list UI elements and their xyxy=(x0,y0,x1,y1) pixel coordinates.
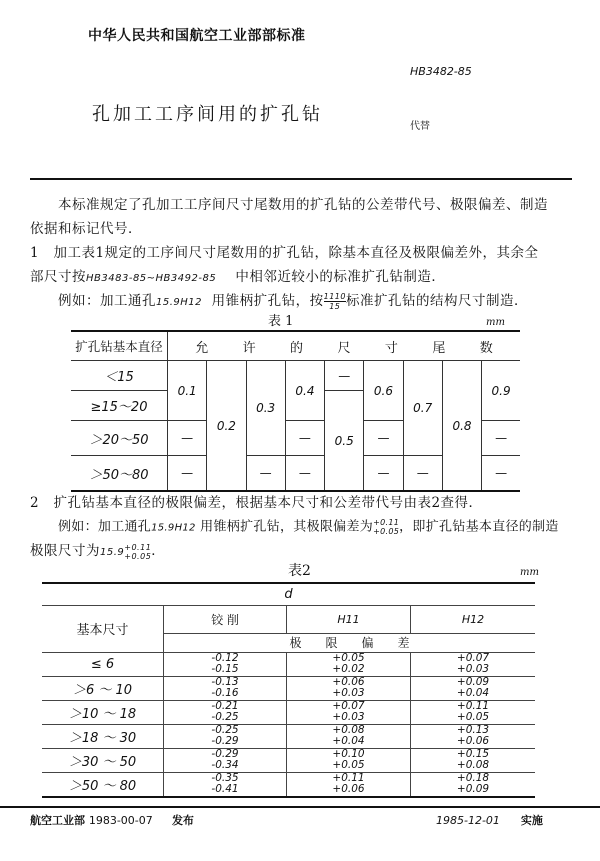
text: 极限尺寸为 xyxy=(30,543,100,559)
text: 用锥柄扩孔钻，按 xyxy=(211,293,324,309)
upper-deviation: +0.11 xyxy=(373,518,400,527)
section-2-line-3 xyxy=(30,542,165,562)
h11-deviation xyxy=(287,652,411,676)
table-2 xyxy=(42,582,535,798)
upper-deviation: -0.25 xyxy=(211,723,239,736)
dash-cell: — xyxy=(364,421,403,456)
header-char: 许 xyxy=(242,340,256,356)
h12-deviation xyxy=(411,724,536,748)
lower-deviation: +0.04 xyxy=(332,735,365,747)
lower-deviation: +0.03 xyxy=(332,711,365,723)
value-cell: 0.5 xyxy=(325,391,364,492)
lower-deviation: -0.15 xyxy=(211,663,239,675)
upper-deviation: +0.08 xyxy=(332,723,365,736)
upper-deviation: -0.12 xyxy=(211,651,239,664)
h11-deviation xyxy=(287,700,411,724)
row-label: ＜15 xyxy=(71,361,168,391)
header-char: 允 xyxy=(195,340,209,356)
hole-spec: 15.9H12 xyxy=(156,297,203,308)
text: 部尺寸按 xyxy=(30,269,86,285)
text: ，即扩孔钻基本直径的制造 xyxy=(399,519,559,535)
value-cell: 0.7 xyxy=(403,361,442,456)
lower-deviation: +0.02 xyxy=(332,663,365,675)
lower-deviation: +0.05 xyxy=(124,551,152,561)
effective-label: 实施 xyxy=(520,814,543,827)
text: 中相邻近较小的标准扩孔钻制造． xyxy=(235,269,446,285)
ream-deviation xyxy=(164,772,287,797)
row-label: ＞50～80 xyxy=(71,456,168,492)
column-header-h11: H11 xyxy=(287,605,411,633)
dash-cell: — xyxy=(168,421,207,456)
section-text: 加工表1规定的工序间尺寸尾数用的扩孔钻，除基本直径及极限偏差外，其余全 xyxy=(53,245,539,261)
section-number: 2 xyxy=(30,495,40,511)
ream-deviation xyxy=(164,724,287,748)
fraction-top: 1110 xyxy=(323,292,346,301)
dash-cell: — xyxy=(364,456,403,492)
basic-size: ≤ 6 xyxy=(42,652,164,676)
limit-deviation-header: 极 限 偏 差 xyxy=(164,633,536,652)
table-row xyxy=(42,700,535,724)
issuing-organization: 中华人民共和国航空工业部部标准 xyxy=(88,28,306,44)
issue-info xyxy=(30,812,194,828)
upper-deviation: +0.07 xyxy=(456,651,490,664)
header-char: 尺 xyxy=(337,340,351,356)
table-row xyxy=(42,676,535,700)
table-2-unit: mm xyxy=(520,567,539,578)
lower-deviation: +0.06 xyxy=(332,783,365,795)
replaces-label: 代替 xyxy=(410,121,430,132)
allowed-size-tail-header xyxy=(168,331,521,361)
dash-cell: — xyxy=(246,456,285,492)
h12-deviation xyxy=(411,700,536,724)
basic-size: ＞18 ～ 30 xyxy=(42,724,164,748)
dash-cell: — xyxy=(482,456,520,492)
lower-deviation: +0.03 xyxy=(456,663,490,675)
deviation-stack xyxy=(373,518,399,536)
basic-size: ＞6 ～ 10 xyxy=(42,676,164,700)
basic-size: ＞30 ～ 50 xyxy=(42,748,164,772)
section-2-example xyxy=(58,518,559,538)
effective-date: 1985-12-01 xyxy=(436,814,500,827)
h11-deviation xyxy=(287,748,411,772)
section-text: 扩孔钻基本直径的极限偏差，根据基本尺寸和公差带代号由表2查得． xyxy=(53,495,483,511)
lower-deviation: +0.09 xyxy=(456,783,490,795)
upper-deviation: +0.06 xyxy=(332,675,365,688)
h11-deviation xyxy=(287,724,411,748)
basic-size: ＞50 ～ 80 xyxy=(42,772,164,797)
table-1-caption: 表 1 xyxy=(268,314,294,329)
h12-deviation xyxy=(411,676,536,700)
lower-deviation: -0.25 xyxy=(211,711,239,723)
fraction xyxy=(324,292,346,311)
fraction-bottom: 15 xyxy=(329,302,341,311)
ream-deviation xyxy=(164,748,287,772)
upper-deviation: +0.10 xyxy=(332,747,365,760)
standard-reference: HB3483-85~HB3492-85 xyxy=(86,273,217,284)
lower-deviation: -0.16 xyxy=(211,687,239,699)
dash-cell: — xyxy=(325,361,364,391)
lower-deviation: -0.34 xyxy=(211,759,239,771)
basic-size: ＞10 ～ 18 xyxy=(42,700,164,724)
dash-cell: — xyxy=(168,456,207,492)
h11-deviation xyxy=(287,772,411,797)
section-number: 1 xyxy=(30,245,40,261)
value-cell: 0.2 xyxy=(207,361,246,492)
upper-deviation: +0.05 xyxy=(332,651,365,664)
lower-deviation: +0.04 xyxy=(456,687,490,699)
text: ． xyxy=(151,543,166,559)
header-char: 的 xyxy=(290,340,304,356)
lower-deviation: +0.06 xyxy=(456,735,490,747)
section-1-line-1 xyxy=(30,244,539,262)
upper-deviation: +0.18 xyxy=(456,771,490,784)
text: 标准扩孔钻的结构尺寸制造． xyxy=(345,293,528,309)
table-1-unit: mm xyxy=(486,317,505,328)
upper-deviation: +0.15 xyxy=(456,747,490,760)
section-1-example xyxy=(58,292,528,312)
table-2-caption: 表2 xyxy=(288,563,311,579)
deviation-stack xyxy=(124,543,151,561)
section-2-line-1 xyxy=(30,494,483,512)
h12-deviation xyxy=(411,748,536,772)
lower-deviation: +0.05 xyxy=(332,759,365,771)
header-char: 寸 xyxy=(384,340,398,356)
table-row xyxy=(42,748,535,772)
value-cell: 0.3 xyxy=(246,361,285,456)
upper-deviation: +0.11 xyxy=(456,699,490,712)
header-char: 数 xyxy=(479,340,493,356)
ream-deviation xyxy=(164,676,287,700)
row-label: ＞20～50 xyxy=(71,421,168,456)
value-cell: 0.1 xyxy=(168,361,207,421)
section-1-line-2 xyxy=(30,268,445,288)
dash-cell: — xyxy=(285,421,324,456)
dash-cell: — xyxy=(403,456,442,492)
value-cell: 0.4 xyxy=(285,361,324,421)
footer-divider xyxy=(0,806,600,808)
issue-date: 1983-00-07 xyxy=(88,814,153,827)
header-divider xyxy=(30,178,572,180)
table-row xyxy=(42,652,535,676)
table-1 xyxy=(71,330,520,492)
issue-label: 发布 xyxy=(171,814,194,827)
h11-deviation xyxy=(287,676,411,700)
d-header: d xyxy=(42,583,535,605)
upper-deviation: -0.29 xyxy=(211,747,239,760)
lower-deviation: +0.08 xyxy=(456,759,490,771)
upper-deviation: -0.21 xyxy=(211,699,239,712)
lower-deviation: -0.41 xyxy=(211,783,239,795)
h12-deviation xyxy=(411,772,536,797)
effective-info xyxy=(436,812,543,828)
ream-deviation xyxy=(164,652,287,676)
lower-deviation: +0.03 xyxy=(332,687,365,699)
intro-line-2: 依据和标记代号． xyxy=(30,221,142,237)
upper-deviation: +0.11 xyxy=(332,771,365,784)
header-char: 尾 xyxy=(432,340,446,356)
hole-spec: 15.9H12 xyxy=(151,522,196,534)
text: 例如：加工通孔 xyxy=(58,519,152,535)
upper-deviation: -0.35 xyxy=(211,771,239,784)
table-row xyxy=(42,772,535,797)
lower-deviation: +0.05 xyxy=(373,527,400,536)
upper-deviation: +0.11 xyxy=(124,542,152,552)
column-header-reaming: 铰 削 xyxy=(164,605,287,633)
value-cell: 0.8 xyxy=(442,361,481,492)
value-cell: 0.9 xyxy=(482,361,520,421)
row-label: ≥15～20 xyxy=(71,391,168,421)
upper-deviation: +0.09 xyxy=(456,675,490,688)
h12-deviation xyxy=(411,652,536,676)
upper-deviation: -0.13 xyxy=(211,675,239,688)
text: 例如：加工通孔 xyxy=(58,293,156,309)
issuer: 航空工业部 xyxy=(30,814,85,827)
lower-deviation: +0.05 xyxy=(456,711,490,723)
document-title: 孔加工工序间用的扩孔钻 xyxy=(92,104,323,125)
text: 用锥柄扩孔钻，其极限偏差为 xyxy=(200,519,374,535)
column-header-basic-size: 基本尺寸 xyxy=(42,605,164,652)
intro-line-1: 本标准规定了孔加工工序间尺寸尾数用的扩孔钻的公差带代号、极限偏差、制造 xyxy=(58,197,548,213)
column-header: 扩孔钻基本直径 xyxy=(71,331,168,361)
standard-code: HB3482-85 xyxy=(410,65,472,78)
ream-deviation xyxy=(164,700,287,724)
dash-cell: — xyxy=(482,421,520,456)
value-cell: 0.6 xyxy=(364,361,403,421)
upper-deviation: +0.13 xyxy=(456,723,490,736)
upper-deviation: +0.07 xyxy=(332,699,365,712)
column-header-h12: H12 xyxy=(411,605,536,633)
table-row xyxy=(42,724,535,748)
dash-cell: — xyxy=(285,456,324,492)
size-value: 15.9 xyxy=(100,547,125,558)
lower-deviation: -0.29 xyxy=(211,735,239,747)
